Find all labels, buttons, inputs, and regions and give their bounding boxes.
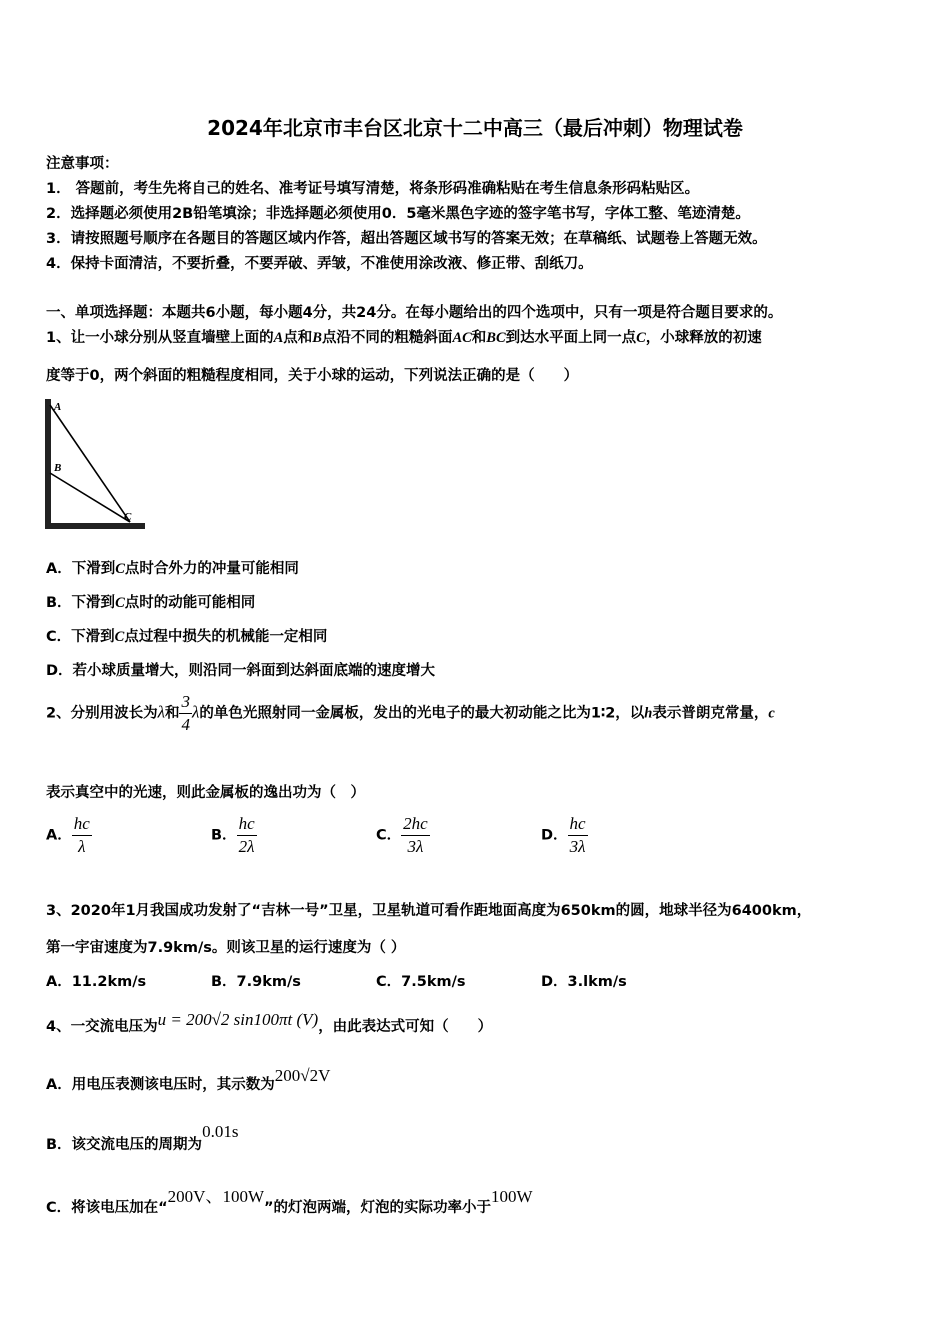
wall <box>45 399 51 529</box>
fraction <box>401 814 430 857</box>
text: 表示普朗克常量， <box>652 705 769 722</box>
notes-heading: 注意事项： <box>46 156 119 172</box>
denominator: 3λ <box>568 835 588 857</box>
math: 100W <box>491 1187 533 1206</box>
text: 1、让一小球分别从竖直墙壁上面的 <box>46 330 274 346</box>
var: C <box>115 595 125 611</box>
var: C <box>115 561 125 577</box>
label-c: C <box>124 511 132 523</box>
q3-option-d: D．3.lkm/s <box>541 974 627 990</box>
voltage-formula: u = 200√2 sin100πt (V) <box>157 1010 319 1029</box>
q1-option-a <box>46 557 299 578</box>
var-b: B <box>312 330 322 346</box>
q2-option-c <box>376 814 430 857</box>
math: 0.01s <box>202 1122 239 1141</box>
incline-ac <box>50 405 130 522</box>
fraction <box>237 814 257 857</box>
q2-option-b <box>211 814 257 857</box>
text: ，由此表达式可知（ ） <box>318 1019 493 1035</box>
q4-option-c <box>46 1187 533 1217</box>
var-ac: AC <box>452 330 472 346</box>
q4-stem <box>46 1010 493 1036</box>
text: 2、分别用波长为 <box>46 705 158 722</box>
var-a: A <box>273 330 284 346</box>
var-c: C <box>636 330 646 346</box>
text: 和 <box>471 330 487 346</box>
numerator: hc <box>569 814 586 833</box>
note-item: 2．选择题必须使用2B铅笔填涂；非选择题必须使用0．5毫米黑色字迹的签字笔书写，字体工整、笔迹清楚。 <box>46 206 750 222</box>
text: 点过程中损失的机械能一定相同 <box>124 629 328 645</box>
text: A．用电压表测该电压时，其示数为 <box>46 1077 275 1093</box>
label-a: A <box>54 401 62 413</box>
incline-bc <box>50 473 130 522</box>
q3-option-b: B．7.9km/s <box>211 974 301 990</box>
text: ”的灯泡两端，灯泡的实际功率小于 <box>264 1200 492 1216</box>
q1-option-b <box>46 591 255 612</box>
text: ，小球释放的初速 <box>645 330 762 346</box>
numerator: 3 <box>181 692 190 711</box>
q1-option-c <box>46 625 327 646</box>
note-item: 3．请按照题号顺序在各题目的答题区域内作答，超出答题区域书写的答案无效；在草稿纸、试题卷上答题无效。 <box>46 231 767 247</box>
q4-option-a <box>46 1066 331 1094</box>
section-heading: 一、单项选择题：本题共6小题，每小题4分，共24分。在每小题给出的四个选项中，只有一项是符合题目要求的。 <box>46 305 783 321</box>
text: 点时的动能可能相同 <box>124 595 256 611</box>
q2-stem-line1 <box>46 692 775 735</box>
q1-stem-line1 <box>46 326 762 347</box>
denominator: 2λ <box>237 835 257 857</box>
text: A． <box>46 827 72 844</box>
text: B．该交流电压的周期为 <box>46 1137 203 1153</box>
text: 点和 <box>283 330 313 346</box>
fraction <box>568 814 588 857</box>
q2-stem-line2: 表示真空中的光速，则此金属板的逸出功为（ ） <box>46 785 365 801</box>
text: 点沿不同的粗糙斜面 <box>321 330 453 346</box>
lambda: λ <box>157 702 165 722</box>
var-h: h <box>644 705 653 722</box>
fraction-three-quarters <box>179 692 192 735</box>
fraction <box>72 814 92 857</box>
numerator: hc <box>73 814 90 833</box>
lambda: λ <box>191 702 200 722</box>
q3-stem-line2: 第一宇宙速度为7.9km/s。则该卫星的运行速度为（ ） <box>46 940 406 956</box>
numerator: hc <box>238 814 255 833</box>
denominator: λ <box>72 835 92 857</box>
math: 200V、100W <box>167 1187 264 1206</box>
note-item: 1． 答题前，考生先将自己的姓名、准考证号填写清楚，将条形码准确粘贴在考生信息条形码粘贴区。 <box>46 181 700 197</box>
numerator: 2hc <box>403 814 428 833</box>
math: 200√2V <box>274 1066 331 1085</box>
note-item: 4．保持卡面清洁，不要折叠，不要弄破、弄皱，不准使用涂改液、修正带、刮纸刀。 <box>46 256 593 272</box>
text: 点时合外力的冲量可能相同 <box>124 561 299 577</box>
text: C．将该电压加在“ <box>46 1200 168 1216</box>
text: C． <box>376 827 402 844</box>
q1-option-d: D．若小球质量增大，则沿同一斜面到达斜面底端的速度增大 <box>46 663 436 679</box>
var-bc: BC <box>486 330 506 346</box>
text: D． <box>541 827 568 844</box>
text: B．下滑到 <box>46 595 116 611</box>
text: 4、一交流电压为 <box>46 1019 158 1035</box>
q1-stem-line2: 度等于0，两个斜面的粗糙程度相同，关于小球的运动，下列说法正确的是（ ） <box>46 368 579 384</box>
denominator: 4 <box>181 715 190 734</box>
q3-stem-line1: 3、2020年1月我国成功发射了“吉林一号”卫星，卫星轨道可看作距地面高度为650km的圆，地球半径为6400km， <box>46 903 812 919</box>
q4-option-b <box>46 1122 239 1154</box>
text: A．下滑到 <box>46 561 116 577</box>
label-b: B <box>54 462 62 474</box>
text: 到达水平面上同一点 <box>505 330 637 346</box>
text: B． <box>211 827 237 844</box>
text: C．下滑到 <box>46 629 115 645</box>
incline-figure <box>40 395 150 535</box>
text: 和 <box>164 705 180 722</box>
var-c: c <box>768 705 775 722</box>
denominator: 3λ <box>401 835 430 857</box>
q2-option-d <box>541 814 588 857</box>
var: C <box>114 629 125 645</box>
text: 的单色光照射同一金属板，发出的光电子的最大初动能之比为1∶2，以 <box>199 705 645 722</box>
ground <box>45 523 145 529</box>
page-title: 2024年北京市丰台区北京十二中高三（最后冲刺）物理试卷 <box>207 116 743 140</box>
q3-option-a: A．11.2km/s <box>46 974 147 990</box>
q2-option-a <box>46 814 92 857</box>
q3-option-c: C．7.5km/s <box>376 974 466 990</box>
